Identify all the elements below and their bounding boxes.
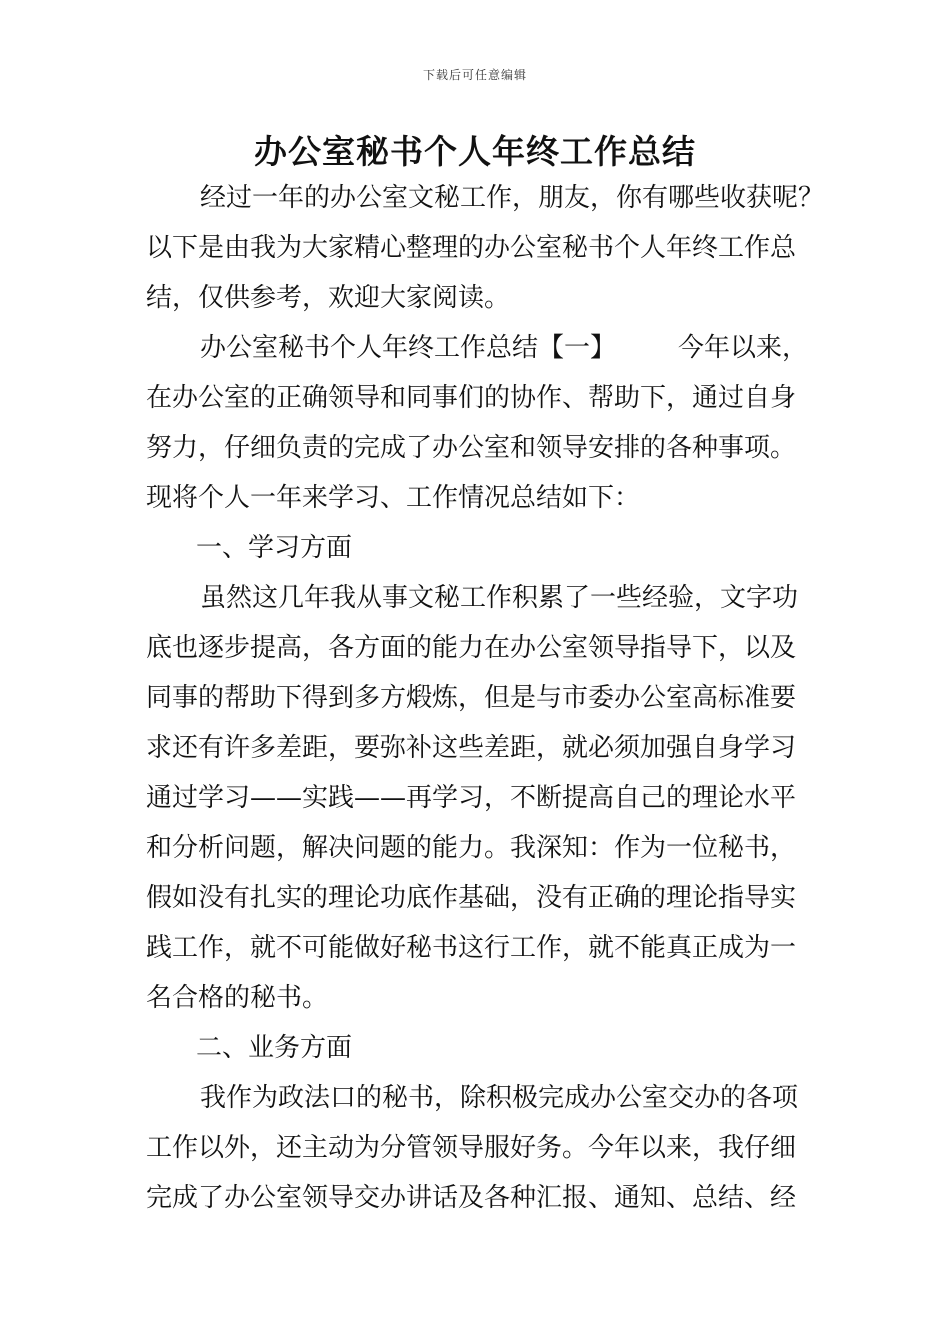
- paragraph-line: 我作为政法口的秘书，除积极完成办公室交办的各项: [200, 1083, 799, 1113]
- subsection-heading: 一、学习方面: [196, 533, 353, 563]
- paragraph-lead: 今年以来，: [678, 333, 809, 363]
- header-note: 下载后可任意编辑: [422, 68, 527, 82]
- paragraph-line: 假如没有扎实的理论功底作基础，没有正确的理论指导实: [146, 883, 797, 913]
- paragraph-line: 工作以外，还主动为分管领导服好务。今年以来，我仔细: [146, 1133, 797, 1163]
- paragraph-line: 现将个人一年来学习、工作情况总结如下：: [146, 483, 641, 513]
- paragraph-line: 结，仅供参考，欢迎大家阅读。: [146, 283, 511, 313]
- paragraph-line: 以下是由我为大家精心整理的办公室秘书个人年终工作总: [146, 233, 797, 263]
- paragraph-line: 虽然这几年我从事文秘工作积累了一些经验，文字功: [200, 583, 799, 613]
- paragraph-line: 通过学习——实践——再学习，不断提高自己的理论水平: [146, 783, 797, 813]
- paragraph-line: 经过一年的办公室文秘工作，朋友，你有哪些收获呢？: [200, 183, 825, 213]
- paragraph-line: 完成了办公室领导交办讲话及各种汇报、通知、总结、经: [146, 1183, 797, 1213]
- subsection-heading: 二、业务方面: [196, 1033, 353, 1063]
- paragraph-line: 名合格的秘书。: [146, 983, 329, 1013]
- section-heading-line: [200, 332, 870, 364]
- paragraph-line: 和分析问题，解决问题的能力。我深知：作为一位秘书，: [146, 833, 797, 863]
- paragraph-line: 努力，仔细负责的完成了办公室和领导安排的各种事项。: [146, 433, 797, 463]
- section-heading: 办公室秘书个人年终工作总结【一】: [200, 333, 617, 363]
- paragraph-line: 践工作，就不可能做好秘书这行工作，就不能真正成为一: [146, 933, 797, 963]
- paragraph-line: 在办公室的正确领导和同事们的协作、帮助下，通过自身: [146, 383, 797, 413]
- paragraph-line: 同事的帮助下得到多方煅炼，但是与市委办公室高标准要: [146, 683, 797, 713]
- paragraph-line: 底也逐步提高，各方面的能力在办公室领导指导下，以及: [146, 633, 797, 663]
- paragraph-line: 求还有许多差距，要弥补这些差距，就必须加强自身学习: [146, 733, 797, 763]
- document-title: 办公室秘书个人年终工作总结: [254, 132, 696, 171]
